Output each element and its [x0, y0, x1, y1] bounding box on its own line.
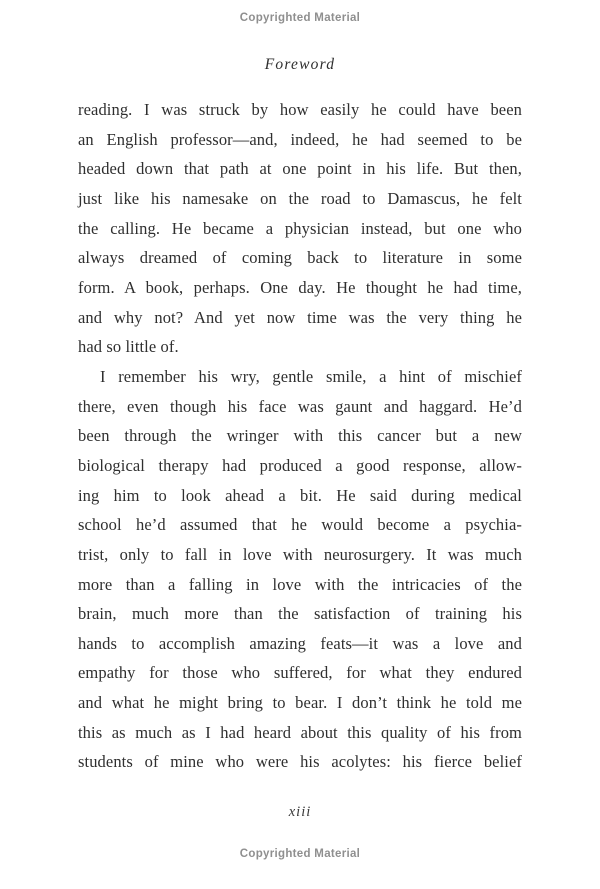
text-line: more than a falling in love with the intricacies of the	[78, 574, 522, 594]
text-line: an English professor—and, indeed, he had seemed to be	[78, 129, 522, 149]
paragraph	[78, 362, 522, 777]
chapter-heading: Foreword	[264, 56, 336, 73]
text-line: biological therapy had produced a good response, allow-	[78, 455, 522, 475]
copyright-notice-bottom: Copyrighted Material	[239, 848, 361, 860]
text-line: school he’d assumed that he would become a psychia-	[78, 515, 522, 535]
text-line: reading. I was struck by how easily he could have been	[78, 100, 522, 119]
text-line: this as much as I had heard about this quality of his from	[78, 722, 522, 742]
paragraph-continuation	[78, 95, 522, 362]
body-text	[78, 95, 522, 777]
text-line: ing him to look ahead a bit. He said during medical	[78, 485, 522, 505]
text-line: and what he might bring to bear. I don’t think he told me	[78, 693, 522, 713]
text-line: hands to accomplish amazing feats—it was a love and	[78, 633, 522, 653]
text-line: headed down that path at one point in his life. But then,	[78, 159, 522, 179]
copyright-notice-top: Copyrighted Material	[239, 12, 361, 24]
page-number: xiii	[288, 804, 312, 820]
text-line: brain, much more than the satisfaction of training his	[78, 604, 522, 624]
text-line: trist, only to fall in love with neurosurgery. It was much	[78, 544, 522, 564]
text-line: empathy for those who suffered, for what they endured	[78, 663, 522, 683]
text-line: and why not? And yet now time was the very thing he	[78, 307, 522, 327]
text-line: had so little of.	[78, 337, 179, 357]
text-line: just like his namesake on the road to Damascus, he felt	[78, 188, 522, 208]
text-line: the calling. He became a physician instead, but one who	[78, 218, 522, 238]
text-line: there, even though his face was gaunt and haggard. He’d	[78, 396, 522, 416]
text-line: been through the wringer with this cancer but a new	[78, 426, 522, 446]
text-line: students of mine who were his acolytes: his fierce belief	[78, 752, 522, 772]
text-line: I remember his wry, gentle smile, a hint of mischief	[100, 366, 522, 386]
text-line: always dreamed of coming back to literature in some	[78, 248, 522, 268]
text-line: form. A book, perhaps. One day. He thought he had time,	[78, 277, 522, 297]
